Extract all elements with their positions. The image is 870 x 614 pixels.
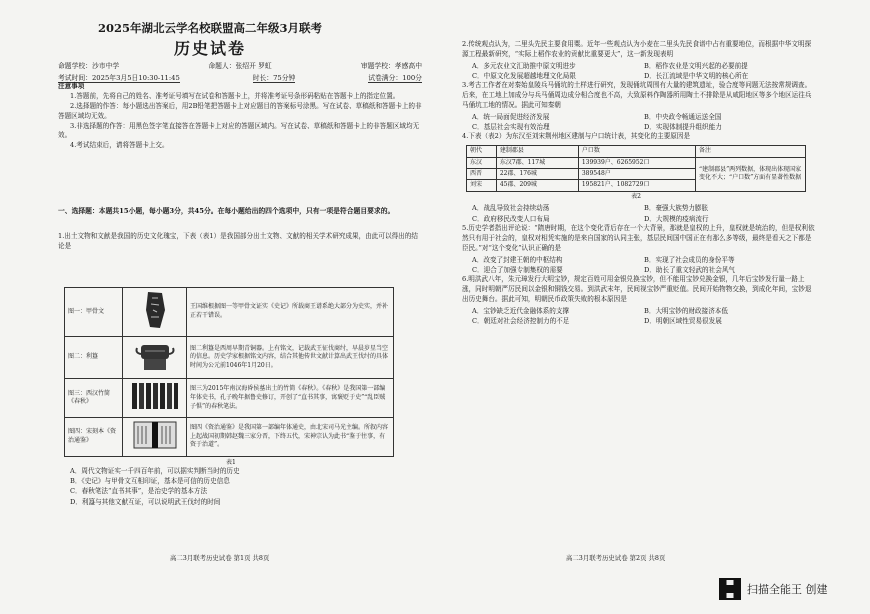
table-1 xyxy=(64,287,394,457)
table-header-row xyxy=(467,146,806,157)
option[interactable]: D．利簋与其他文献互证，可以说明武王伐纣的时间 xyxy=(70,497,221,506)
question-3-options xyxy=(462,112,816,132)
question-5-options xyxy=(462,255,816,275)
oracle-bone-icon xyxy=(138,290,172,330)
option[interactable]: A．周代文物证实一千四百年前，可以据实判断当时的历史 xyxy=(70,467,240,475)
option[interactable]: C．政府移民改变人口布局 xyxy=(472,214,550,223)
note-item: 4.考试结束后，请将答题卡上交。 xyxy=(70,141,169,150)
song-edition-book-icon xyxy=(132,420,178,450)
table-row xyxy=(467,157,806,168)
bamboo-slips-icon xyxy=(130,381,180,411)
option[interactable]: A．宝钞缺乏近代金融体系的支撑 xyxy=(472,306,570,315)
cell: 东汉7郡、117城 xyxy=(496,157,578,168)
row-text: 王国维根据图一等甲骨文证实《史记》所载商王谱系绝大部分为史实，并补正若干错误。 xyxy=(187,288,394,337)
table-2-caption: 表2 xyxy=(631,192,641,200)
row-label: 图四：宋刻本《资治通鉴》 xyxy=(65,418,123,457)
question-5-stem: 5.历史学者指出评论说：“隋唐时期，在这个变化背后存在一个大背景，那就是皇权的上升，皇权就是统治的，但是权利依然只有用于社会的，皇权对相凭实施的是来自国家的认同主张，基层民间国中国正在有那么多等级，最终是看天之下都是臣民。”对“这个变化”认识正确的是 xyxy=(462,223,815,252)
table-row xyxy=(65,336,394,379)
row-label: 图一：甲骨文 xyxy=(65,288,123,337)
bronze-gui-icon xyxy=(135,339,175,373)
notes xyxy=(58,82,422,151)
option[interactable]: C．中原文化发展超越地理文化局限 xyxy=(472,72,576,80)
cell: 刘宋 xyxy=(467,180,497,191)
question-2-stem: 2.传统观点认为，二里头先民主要食用粟。近年一些观点认为小麦在二里头先民食谱中占有重要地位，而根据中华文明探源工程最新研究，“实际上稻作农业的贡献比重要更大”，这一新发现表明 xyxy=(462,40,812,58)
option[interactable]: B．豪强大族势力膨胀 xyxy=(644,204,709,213)
option[interactable]: A．改变了封建王朝的中枢结构 xyxy=(472,255,563,264)
option[interactable]: B．中央政令畅通运送全国 xyxy=(644,112,722,121)
meta-row-1 xyxy=(58,60,422,70)
exam-title: 2025年湖北云学名校联盟高二年级3月联考 xyxy=(97,21,322,35)
option[interactable]: A．统一局面促进经济发展 xyxy=(472,112,550,121)
option[interactable]: D．大规模的疫病流行 xyxy=(644,214,709,223)
printed-book-image xyxy=(123,418,187,457)
column-header: 建制郡县 xyxy=(496,146,578,157)
row-label: 图三：西汉竹简《春秋》 xyxy=(65,379,123,418)
note-cell: “建制郡县”两列数据，体现出体现国家变化不大；“户口数”方面有显著性数据 xyxy=(696,157,806,191)
option[interactable]: C．春秋笔法“直书其事”，是治史学的基本方法 xyxy=(70,487,208,496)
bronze-vessel-image xyxy=(123,336,187,379)
table-2 xyxy=(466,145,806,192)
time-label: 考试时间：2025年3月5日10:30-11:45 xyxy=(58,74,180,82)
authors-label: 命题人：张绍开 罗虹 xyxy=(208,62,272,70)
question-3-stem: 3.考古工作者在对秦始皇陵兵马俑坑的土样进行研究，发现俑坑周围有大量的建筑遗址，验合度等问题无法按常规调查。后来，在工地上加成分与兵马俑周边成分相合度也不高，大致原料作陶器所用陶土不排除是从咸阳地区等多个地区运往兵马俑坑工地的情况。据此可知秦朝 xyxy=(462,81,812,109)
column-header: 备注 xyxy=(696,146,806,157)
watermark-text: 扫描全能王 创建 xyxy=(747,583,828,596)
table-row xyxy=(65,288,394,337)
question-1-stem: 1.出土文物和文献是我国的历史文化瑰宝，下表（表1）是我国部分出土文物、文献的相关学术研究成果，由此可以得出的结论是 xyxy=(58,232,418,250)
option[interactable]: A．多元农业文汇助推中原文明进步 xyxy=(472,61,576,70)
column-header: 朝代 xyxy=(467,146,497,157)
table-1-caption: 表1 xyxy=(226,459,236,466)
reviewer-label: 审题学校：孝感高中 xyxy=(360,62,422,70)
note-item: 3.非选择题的作答：用黑色签字笔直接答在答题卡上对应的答题区域内。写在试卷、草稿纸和答题卡上的非答题区域均无效。 xyxy=(58,121,420,140)
table-row xyxy=(65,379,394,418)
qr-code-icon xyxy=(719,578,741,600)
footer-right: 高二3月联考历史试卷 第2页 共8页 xyxy=(566,554,666,562)
note-item: 2.选择题的作答：每小题选出答案后，用2B铅笔把答题卡上对应题目的答案标号涂黑。写在试卷、草稿纸和答题卡上的非答题区域均无效。 xyxy=(58,101,422,120)
option[interactable]: C．迎合了加强专制集权的需要 xyxy=(472,265,563,274)
cell: 西晋 xyxy=(467,169,497,180)
table-row xyxy=(65,418,394,457)
option[interactable]: B．大明宝钞的财政接济本低 xyxy=(644,306,728,315)
cell: 139939户、6265952口 xyxy=(578,157,695,168)
cell: 45郡、209城 xyxy=(496,180,578,191)
cell: 22郡、176城 xyxy=(496,169,578,180)
option[interactable]: C．朝廷对社会经济控制力的不足 xyxy=(472,316,570,325)
cell: 389548户 xyxy=(578,169,695,180)
option[interactable]: B．实现了社会成员的身份平等 xyxy=(644,255,735,264)
score-label: 试卷满分：100分 xyxy=(368,74,422,82)
footer-left: 高二3月联考历史试卷 第1页 共8页 xyxy=(170,554,270,562)
question-4-stem: 4.下表（表2）为东汉至刘宋荆州地区建制与户口统计表，其变化的主要原因是 xyxy=(462,132,691,141)
cell: 195821户、1082729口 xyxy=(578,180,695,191)
column-header: 户口数 xyxy=(578,146,695,157)
subject-title: 历史试卷 xyxy=(173,39,246,58)
option[interactable]: B．稻作农业是文明兴起的必要前提 xyxy=(644,61,748,70)
row-text: 图四《资治通鉴》是我国第一部编年体通史，由北宋司马光主编。所叙内容上起战国初期韩赵魏三家分晋，下终五代，宋神宗认为此书“鉴于往事，有资于治道”。 xyxy=(187,418,394,457)
option[interactable]: D．实现体制提升组织能力 xyxy=(644,123,722,132)
note-item: 1.答题前，先将自己的姓名、准考证号填写在试卷和答题卡上，并将准考证号条形码粘贴在答题卡上的指定位置。 xyxy=(70,91,400,100)
section-heading: 一、选择题：本题共15小题，每小题3分，共45分。在每小题给出的四个选项中，只有一项是符合题目要求的。 xyxy=(58,207,395,215)
duration-label: 时长：75分钟 xyxy=(252,74,296,82)
row-text: 图二利簋是西周早期青铜器。上有铭文，记载武王征伐商纣，早晨岁星当空的信息。历史学家根据铭文内容，结合其他传世文献计算出武王伐纣的具体时间为公元前1046年1月20日。 xyxy=(187,336,394,379)
option[interactable]: B．《史记》与甲骨文互相印证，基本是可信的历史信息 xyxy=(70,477,230,486)
scanner-watermark xyxy=(719,578,828,600)
question-6-options xyxy=(462,306,816,326)
row-text: 图三为2015年南汉海昏侯墓出土的竹简《春秋》。《春秋》是我国第一部编年体史书，孔子晚年据鲁史修订，开创了“直书其事，寓褒贬于史”“乱臣贼子惧”的春秋笔法。 xyxy=(187,379,394,418)
option[interactable]: A．战乱导致社会持续动荡 xyxy=(472,204,550,213)
option[interactable]: D．明朝区域性贸易很发展 xyxy=(644,316,722,325)
bamboo-slips-image xyxy=(123,379,187,418)
option[interactable]: D．长江流域是中华文明的核心所在 xyxy=(644,72,749,80)
question-1-options xyxy=(70,466,410,507)
school-label: 命题学校：沙市中学 xyxy=(58,62,120,70)
question-2-options xyxy=(462,61,816,81)
oracle-bone-image xyxy=(123,288,187,337)
question-4-options xyxy=(462,203,816,223)
right-page xyxy=(462,40,816,326)
question-6-stem: 6.明洪武八年，朱元璋发行大明宝钞，规定百姓可用金银兑换宝钞，但不能用宝钞兑换金银，几年后宝钞发行量一路上涨，同时明朝严厉民间以金银和铜钱交易。到洪武末年，民间视宝钞严重贬值。民间开始物物交换，到成化年间，宝钞退出历史舞台。据此可知，明朝民币政策失败的根本原因是 xyxy=(462,275,812,303)
option[interactable]: C．基层社会实现有效治理 xyxy=(472,123,550,132)
notes-heading: 注意事项 xyxy=(58,82,85,90)
cell: 东汉 xyxy=(467,157,497,168)
option[interactable]: D．助长了重文轻武的社会风气 xyxy=(644,265,736,274)
row-label: 图二：利簋 xyxy=(65,336,123,379)
